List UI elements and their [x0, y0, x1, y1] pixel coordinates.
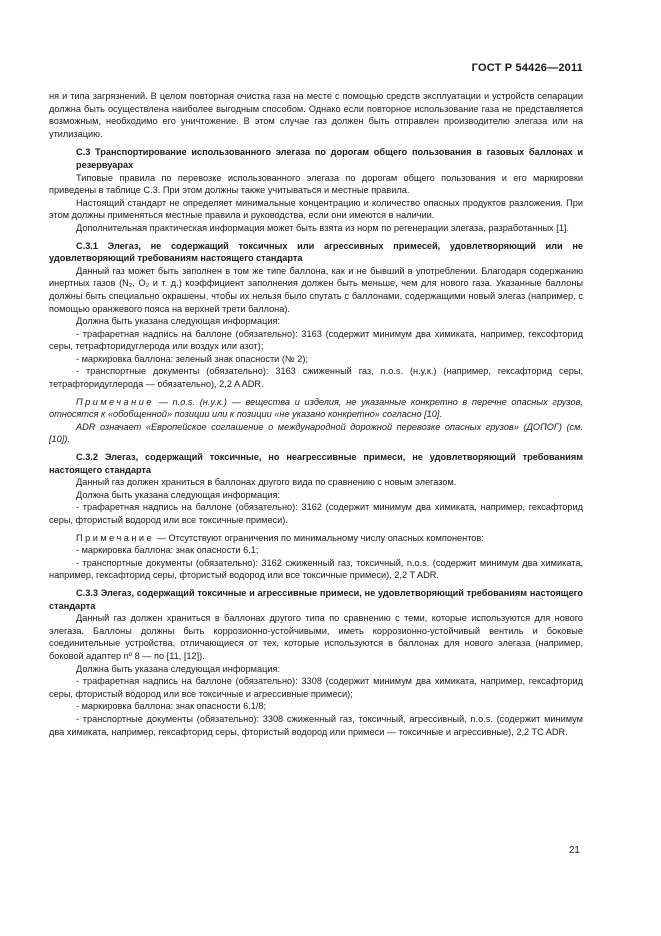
list-item: - трафаретная надпись на баллоне (обязательно): 3308 (содержит минимум два химиката, например, гексафторид серы, фтористый водород или все токсичные и агрессивные примеси);: [49, 676, 583, 699]
section-c32-heading: С.3.2 Элегаз, содержащий токсичные, но неагрессивные примеси, не удовлетворяющий требованиям настоящего стандарта: [49, 452, 583, 475]
list-item: - маркировка баллона: знак опасности 6.1/8;: [76, 701, 267, 712]
list-item: - маркировка баллона: зеленый знак опасности (№ 2);: [76, 353, 309, 364]
section-c31-heading: С.3.1 Элегаз, не содержащий токсичных или агрессивных примесей, удовлетворяющий или не удовлетворяющий требованиям настоящего стандарта: [49, 240, 583, 264]
note: [49, 532, 583, 545]
note-text: - маркировка баллона: знак опасности 6.1;: [76, 545, 259, 556]
page-number: 21: [568, 845, 580, 856]
paragraph: Данный газ должен храниться в баллонах другого вида по сравнению с новым элегазом.: [76, 477, 457, 488]
list-item: - транспортные документы (обязательно): 3308 сжиженный газ, токсичный, агрессивный, n.o.s. (содержит минимум два химиката, например, гексафторид серы, фтористый водород или примеси — токсичные и агрессивные), 2,2 TC ADR.: [49, 713, 583, 737]
note-text: — n.o.s. (н.у.к.) — вещества и изделия, не указанные конкретно в перечне опасных грузов, относятся к «обобщенной» позиции или к позиции «не указано конкретно» согласно [10].: [49, 396, 583, 420]
note-text: ADR означает «Европейское соглашение о международной дорожной перевозке опасных грузов» (ДОПОГ) (см. [10]).: [49, 421, 583, 445]
section-c3-heading: С.3 Транспортирование использованного элегаза по дорогам общего пользования в газовых баллонах и резервуарах: [76, 147, 583, 170]
section-c33-heading: С.3.3 Элегаз, содержащий токсичные и агрессивные примеси, не удовлетворяющий требованиям настоящего стандарта: [49, 587, 583, 611]
standard-header: ГОСТ Р 54426—2011: [471, 62, 583, 74]
note: [49, 396, 583, 421]
list-item: - транспортные документы (обязательно): 3163 сжиженный газ, n.o.s. (н.у.к.) (например, гексафторид серы, тетрафторидуглерода — обязательно), 2,2 A ADR.: [49, 366, 583, 390]
note-text: — Отсутствуют ограничения по минимальному числу опасных компонентов:: [154, 532, 484, 543]
note-label: Примечание: [76, 396, 154, 407]
paragraph: Должна быть указана следующая информация:: [76, 663, 281, 674]
paragraph: Дополнительная практическая информация может быть взята из норм по регенерации элегаза, разработанных [1].: [76, 222, 569, 233]
paragraph: Должна быть указана следующая информация:: [76, 316, 281, 327]
note-text: - транспортные документы (обязательно): 3162 сжиженный газ, токсичный, n.o.s. (содержит минимум два химиката, например, гексафторид серы, фтористый водород или все токсичные примеси), 2,2 T ADR.: [49, 557, 583, 581]
list-item: - трафаретная надпись на баллоне (обязательно): 3162 (содержит минимум два химиката, например, гексафторид серы, фтористый водород или все токсичные примеси).: [49, 502, 583, 525]
document-body: [49, 90, 583, 738]
list-item: - трафаретная надпись на баллоне (обязательно): 3163 (содержит минимум два химиката, например, гексофторид серы, тетрафторидуглерода или воздух или азот);: [49, 328, 583, 352]
paragraph: Настоящий стандарт не определяет минимальные концентрацию и количество опасных продуктов разложения. При этом должны применяться местные правила и руководства, если они имеются в наличии.: [49, 197, 583, 221]
paragraph: Типовые правила по перевозке использованного элегаза по дорогам общего пользования и его маркировки приведены в таблице С.3. При этом должны также учитываться и местные правила.: [49, 172, 583, 196]
paragraph: Данный газ должен храниться в баллонах другого типа по сравнению с теми, которые используются для нового элегаза. Баллоны должны быть коррозионно-устойчивыми, иметь коррозионно-устойчивый вентиль и боковые соединительные устройства, отличающиеся от тех, которые используются в баллонах для нового элегаза (например, боковой адаптер nº 8 — по [11, [12]).: [49, 613, 583, 661]
paragraph: Данный газ может быть заполнен в том же типе баллона, как и не бывший в употреблении. Благодаря содержанию инертных газов (N₂, O₂ и т. д.) коэффициент заполнения должен быть меньше, чем для нового газа. Указанные баллоны должны быть специально окрашены, чтобы их нельзя было спутать с баллонами, содержащими новый элегаз (например, с помощью оранжевого пояса на верхней трети баллона).: [49, 265, 583, 314]
paragraph: ня и типа загрязнений. В целом повторная очистка газа на месте с помощью средств эксплуатации и устройств сепарации должна быть осуществлена наиболее выгодным способом. Однако если повторное использование газа не представляется возможным, необходимо его уничтожение. В этом случае газ должен быть отправлен производителю элегаза или на утилизацию.: [49, 91, 583, 139]
paragraph: Должна быть указана следующая информация:: [76, 489, 281, 500]
note-label: Примечание: [76, 532, 155, 543]
